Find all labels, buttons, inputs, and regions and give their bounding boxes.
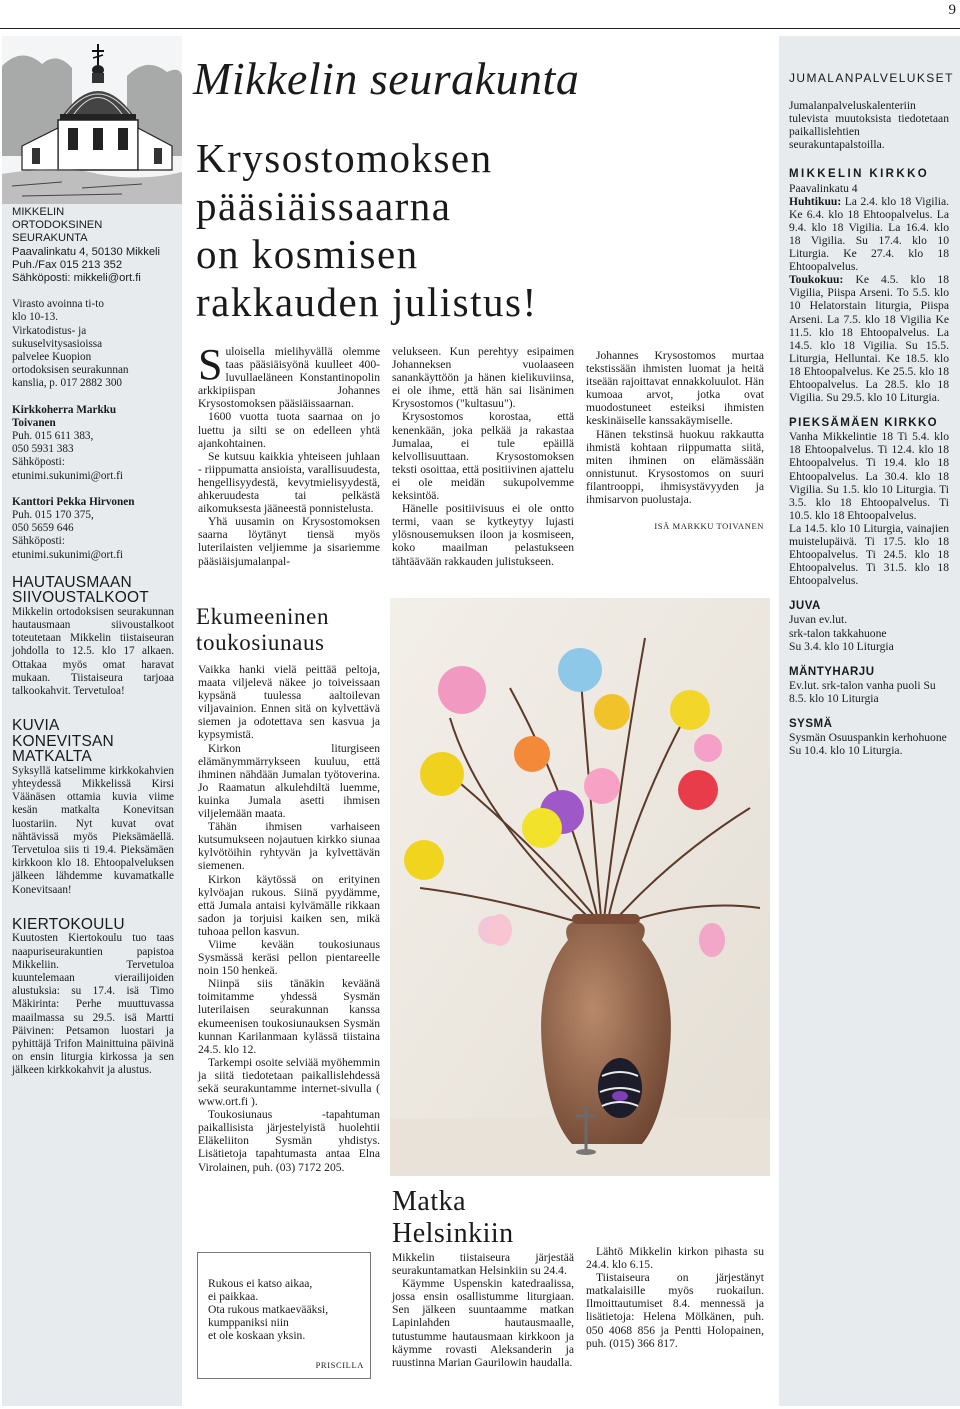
mantyharju-text: Ev.lut. srk-talon vanha puoli Su 8.5. klo 10 Liturgia bbox=[789, 678, 936, 705]
easter-branches-photo bbox=[390, 598, 770, 1176]
priest-email[interactable]: etunimi.sukunimi@ort.fi bbox=[12, 469, 123, 482]
office-line: ortodoksisen seurakunnan bbox=[12, 364, 129, 377]
org-line: MIKKELIN bbox=[12, 206, 65, 218]
kierto-text: Kuutosten Kiertokoulu tuo taas naapuriseurakuntien papistoa Mikkeliin. Tervetuloa kuuntelemaan vierailijoiden alustuksia: su 17.4. isä Timo Mäkirinta: Perhe muuttuvassa maailmassa su 29.5. isä Martti Päivinen: Petsamon luostari ja pyhittäjä Trifon Mainittuina päivinä on ensin liturgia kirkossa ja sen jälkeen kirkkokahvit ja alustus. bbox=[12, 932, 174, 1077]
mikkeli-church-heading: MIKKELIN KIRKKO bbox=[789, 168, 930, 181]
trip-heading bbox=[392, 1186, 514, 1250]
trip-paragraph: Mikkelin tiistaiseura järjestää seurakuntamatkan Helsinkiin su 24.4. bbox=[392, 1251, 574, 1278]
article-paragraph: uloisella mielihyvällä olemme taas pääsiäisyönä kuulleet 400-luvullaeläneen Konstantinopolin arkkipiispan Johannes Krysostomoksen pääsiäissaarnan. bbox=[198, 345, 380, 411]
signature: ISÄ MARKKU TOIVANEN bbox=[654, 521, 764, 532]
headline-line: rakkauden julistus! bbox=[196, 279, 538, 325]
trip-paragraph: Käymme Uspenskin katedraalissa, jossa ensin osallistumme liturgiaan. Sen jälkeen suuntaamme matkan Lapinlahden hautausmaalle, tutustumme hautausmaan kirkkoon ja käymme rovasti Aleksanderin ja ruustinna Marian Gaurilowin haudalla. bbox=[392, 1277, 574, 1369]
juva-line: Su 3.4. klo 10 Liturgia bbox=[789, 639, 894, 653]
main-headline bbox=[196, 134, 538, 326]
office-line: sukuselvitysasioissa bbox=[12, 337, 103, 350]
services-column bbox=[789, 71, 954, 758]
article-paragraph: Hänen tekstinsä huokuu rakkautta ihmistä kohtaan riippumatta siitä, miten ihminen on elämässään onnistunut. Krysostomos on suuri filantrooppi, ihmisystävyyden ja ihmisarvon puolustaja. bbox=[586, 427, 764, 507]
office-block bbox=[12, 298, 174, 390]
heading-line: Matka bbox=[392, 1186, 467, 1217]
priest-title: Kirkkoherra Markku bbox=[12, 403, 117, 416]
org-line: ORTODOKSINEN bbox=[12, 219, 103, 232]
office-line: kanslia, p. 017 2882 300 bbox=[12, 377, 123, 390]
cantor-email[interactable]: etunimi.sukunimi@ort.fi bbox=[12, 548, 123, 561]
article-col2 bbox=[392, 345, 574, 568]
priest-block bbox=[12, 404, 174, 483]
article-paragraph: Johannes Krysostomos murtaa tekstissään ihmisten luomat ja heitä itseään rajoittavat ennakkoluulot. Hän kumoaa arvot, jotka ovat muodostuneet esteiksi ihmisten keskinäiselle kanssakäymiselle. bbox=[586, 349, 764, 428]
trip-paragraph: Lähtö Mikkelin kirkon pihasta su 24.4. klo 6.15. bbox=[586, 1245, 764, 1272]
eco-paragraph: Vaikka hanki vielä peittää peltoja, maata viljelevä näkee jo toiveissaan kypsänä tuulessa aaltoilevan viljavainion. Ennen sitä on kylvettävä siemen ja odotettava sen kasvua ja kypsymistä. bbox=[198, 663, 380, 742]
prayer-box bbox=[197, 1252, 371, 1379]
ecumenical-text bbox=[198, 663, 380, 1174]
top-rule bbox=[0, 28, 960, 29]
heading-line: toukosiunaus bbox=[196, 630, 325, 655]
article-paragraph: Yhä uusamin on Krysostomoksen saarna löytänyt tiensä myös luterilaisten veljiemme ja sisariemme pääsiäisjumalanpal- bbox=[198, 515, 380, 568]
april-services: La 2.4. klo 18 Vigilia. Ke 6.4. klo 18 Ehtoopalvelus. La 9.4. klo 18 Vigilia. La 16.4. klo 18 Vigilia. Su 17.4. klo 10 Liturgia. Ke 27.4. klo 18 Ehtoopalvelus. bbox=[789, 194, 949, 274]
juva-heading: JUVA bbox=[789, 600, 821, 613]
left-sidebar-text bbox=[12, 206, 174, 1078]
headline-line: pääsiäissaarna bbox=[196, 183, 452, 229]
headline-line: on kosmisen bbox=[196, 231, 419, 277]
priest-contact: 050 5931 383 bbox=[12, 443, 74, 456]
mikkeli-may bbox=[789, 273, 949, 404]
church-illustration bbox=[2, 36, 182, 204]
eco-paragraph: Viime kevään toukosiunaus Sysmässä keräsi pellon pientareelle noin 150 henkeä. bbox=[198, 937, 380, 978]
masthead: Mikkelin seurakunta bbox=[193, 53, 580, 104]
org-block bbox=[12, 206, 174, 285]
heading-line: HAUTAUSMAAN bbox=[12, 573, 132, 591]
article-paragraph: 1600 vuotta tuota saarnaa on jo luettu ja silti se on edelleen yhtä ajankohtainen. bbox=[198, 410, 380, 450]
church-drawing bbox=[2, 36, 182, 204]
cantor-contact: Puh. 015 170 375, bbox=[12, 509, 94, 522]
office-line: palvelee Kuopion bbox=[12, 351, 92, 364]
mantyharju-heading: MÄNTYHARJU bbox=[789, 665, 875, 678]
trip-paragraph: Tiistaiseura on järjestänyt matkalaisille myös ruokailun. Ilmoittautumiset 8.4. mennessä ja lisätietoja: Helena Mölkänen, puh. 050 4068 856 ja Pentti Holopainen, puh. (015) 366 817. bbox=[586, 1271, 764, 1350]
prayer-line: ei paikkaa. bbox=[208, 1290, 259, 1304]
mikkeli-address: Paavalinkatu 4 bbox=[789, 181, 858, 195]
trip-text bbox=[392, 1251, 574, 1369]
cantor-contact: Sähköposti: bbox=[12, 535, 65, 548]
heading-line: Helsinkiin bbox=[392, 1218, 514, 1249]
org-line: Sähköposti: mikkeli@ort.fi bbox=[12, 272, 141, 285]
heading-line: KONEVITSAN bbox=[12, 732, 114, 750]
priest-contact: Puh. 015 611 383, bbox=[12, 430, 94, 443]
prayer-text bbox=[208, 1277, 328, 1342]
sysma-text: Sysmän Osuuspankin kerhohuone Su 10.4. klo 10 Liturgia. bbox=[789, 731, 947, 758]
heading-line: KUVIA bbox=[12, 717, 60, 735]
priest-title: Toivanen bbox=[12, 416, 56, 429]
article-paragraph: velukseen. Kun perehtyy esipaimen Johanneksen vuolaaseen sanankäyttöön ja hänen kielikuviinsa, ei ole ihme, että hän sai lisänimen Krysostomos ("kultasuu"). bbox=[392, 345, 574, 411]
services-intro: Jumalanpalveluskalenteriin tulevista muutoksista tiedotetaan paikallislehtien seurakuntapalstoilla. bbox=[789, 99, 949, 152]
eco-paragraph: Niinpä siis tänäkin keväänä toimitamme yhdessä Sysmän luterilaisen seurakunnan kanssa ekumeenisen toukosiunauksen Sysmän kunnan Karilanmaan kylässä tiistaina 24.5. klo 12. bbox=[198, 977, 380, 1056]
article-paragraph: Krysostomos korostaa, että kenenkään, joka pelkää ja rakastaa Jumalaa, ei tule epäillä kelvollisuuttaan. Krysostomoksen teksti osoittaa, että positiivinen ajattelu ei ole meidän sukupolvemme keksintöä. bbox=[392, 410, 574, 503]
cantor-block bbox=[12, 496, 174, 562]
article-col3 bbox=[586, 349, 764, 533]
pieksamaki-church-heading: PIEKSÄMÄEN KIRKKO bbox=[789, 417, 939, 430]
article-paragraph: Hänelle positiivisuus ei ole ontto termi, vaan se kytkeytyy lujasti ylösnousemuksen iloon ja kosmiseen, koko maailman pelastukseen tähtäävään rakkauden julistukseen. bbox=[392, 502, 574, 568]
dropcap: S bbox=[198, 340, 223, 389]
sysma-heading: SYSMÄ bbox=[789, 718, 833, 731]
prayer-line: Rukous ei katso aikaa, bbox=[208, 1277, 313, 1290]
eco-paragraph: Kirkon käytössä on erityinen kylvöajan rukous. Siinä pyydämme, että Jumala antaisi kylvämälle rikkaan sadon ja torjuisi kaiken sen, mikä tuhoaa pellon kasvun. bbox=[198, 872, 380, 938]
office-line: Virkatodistus- ja bbox=[12, 324, 87, 337]
headline-line: Krysostomoksen bbox=[196, 135, 493, 181]
services-heading: JUMALANPALVELUKSET bbox=[789, 71, 954, 85]
cemetery-text: Mikkelin ortodoksisen seurakunnan hautausmaan siivoustalkoot toteutetaan Mikkelin tiistaiseuran johdolla to 12.5. klo 17 alkaen. Ottakaa myös omat haravat mukaan. Tiistaiseura tarjoaa talkookahvit. Tervetuloa! bbox=[12, 605, 174, 698]
heading-line: SIIVOUSTALKOOT bbox=[12, 589, 149, 607]
org-line: Puh./Fax 015 213 352 bbox=[12, 258, 123, 271]
prayer-line: Ota rukous matkaevääksi, bbox=[208, 1303, 329, 1317]
eco-paragraph: Tarkempi osoite selviää myöhemmin ja siitä tiedotetaan paikallislehdessä sekä seurakuntamme internet-sivulla ( www.ort.fi ). bbox=[198, 1055, 380, 1109]
heading-line: Ekumeeninen bbox=[196, 604, 330, 629]
prayer-line: kumppaniksi niin bbox=[208, 1316, 289, 1330]
pieksamaki-services: Vanha Mikkelintie 18 Ti 5.4. klo 18 Ehtoopalvelus. Ti 12.4. klo 18 Ehtoopalvelus. Ti 19.4. klo 18 Ehtoopalvelus. La 30.4. klo 18 Vigilia. Su 1.5. klo 10 Liturgia. Ti 3.5. klo 18 Ehtoopalvelus. Ti 10.5. klo 18 Ehtoopalvelus. bbox=[789, 430, 949, 522]
eco-paragraph: Tähän ihmisen varhaiseen kutsumukseen nojautuen kirkko siunaa kylvötöihin ryhtyvän ja kylvettävän siemenen. bbox=[198, 820, 380, 873]
may-services: Ke 4.5. klo 18 Vigilia, Piispa Arseni. To 5.5. klo 10 Helatorstain liturgia, Piispa Arseni. La 7.5. klo 18 Vigilia Ke 11.5. klo 18 Ehtoopalvelus. La 14.5. klo 18 Vigilia. Su 15.5. Liturgia, Helluntai. Ke 18.5. klo 18 Ehtoopalvelus. Ke 25.5. klo 18 Ehtoopalvelus. La 28.5. klo 18 Vigilia. Su 29.5. klo 10 Liturgia. bbox=[789, 273, 949, 405]
cemetery-heading bbox=[12, 575, 174, 606]
office-line: Virasto avoinna ti-to bbox=[12, 298, 104, 311]
eco-paragraph: Toukosiunaus -tapahtuman paikallisista järjestelyistä huolehtii Eläkeliiton Sysmän yhdistys. Lisätietoja tapahtumasta antaa Elna Virolainen, puh. (03) 7172 205. bbox=[198, 1108, 380, 1174]
kuvia-text: Syksyllä katselimme kirkkokahvien yhteydessä Mikkelissä Kirsi Väänäsen ottamia kuvia viime kesän matkalta Konevitsan luostariin. Nyt kuvat ovat nähtävissä myös Pieksämäellä. Tervetuloa siis ti 19.4. Pieksämäen kirkkoon klo 18. Ehtoopalveluksen jälkeen lähdemme kuvamatkalle Konevitsaan! bbox=[12, 764, 174, 896]
eco-paragraph: Kirkon liturgiseen elämänymmärrykseen kuuluu, että ihminen nähdään Jumalan työtoverina. Jo Raamatun alkulehdiltä luemme, kuinka Jumala asetti ihmisen viljelemään maata. bbox=[198, 741, 380, 821]
cantor-title: Kanttori Pekka Hirvonen bbox=[12, 495, 135, 508]
easter-photo bbox=[390, 598, 770, 1176]
priest-contact: Sähköposti: bbox=[12, 456, 65, 469]
trip-text-2 bbox=[586, 1245, 764, 1350]
april-label: Huhtikuu: bbox=[789, 194, 842, 208]
may-label: Toukokuu: bbox=[789, 273, 844, 287]
heading-line: MATKALTA bbox=[12, 748, 92, 766]
cantor-contact: 050 5659 646 bbox=[12, 522, 74, 535]
kierto-heading: KIERTOKOULU bbox=[12, 915, 125, 933]
prayer-line: et ole koskaan yksin. bbox=[208, 1329, 306, 1343]
kuvia-heading bbox=[12, 718, 174, 765]
org-line: Paavalinkatu 4, 50130 Mikkeli bbox=[12, 245, 161, 258]
org-line: SEURAKUNTA bbox=[12, 232, 88, 245]
mikkeli-april bbox=[789, 195, 949, 274]
office-line: klo 10-13. bbox=[12, 311, 58, 324]
prayer-author: PRISCILLA bbox=[315, 1360, 364, 1370]
juva-line: Juvan ev.lut. bbox=[789, 613, 848, 627]
page-number: 9 bbox=[948, 2, 956, 18]
article-col1 bbox=[198, 340, 380, 568]
article-paragraph: Se kutsuu kaikkia yhteiseen juhlaan - riippumatta ansioista, varallisuudesta, hengellisyydestä, kevytmielisyydestä, ahkeruudesta tai pelkästä aikomuksesta jääneestä ponnistelusta. bbox=[198, 449, 380, 516]
ecumenical-heading bbox=[196, 604, 329, 656]
juva-line: srk-talon takkahuone bbox=[789, 626, 887, 640]
pieksamaki-services-2: La 14.5. klo 10 Liturgia, vainajien muistelupäivä. Ti 17.5. klo 18 Ehtoopalvelus. Ti 24.5. klo 18 Ehtoopalvelus. Ti 31.5. klo 18 Ehtoopalvelus. bbox=[789, 521, 949, 588]
